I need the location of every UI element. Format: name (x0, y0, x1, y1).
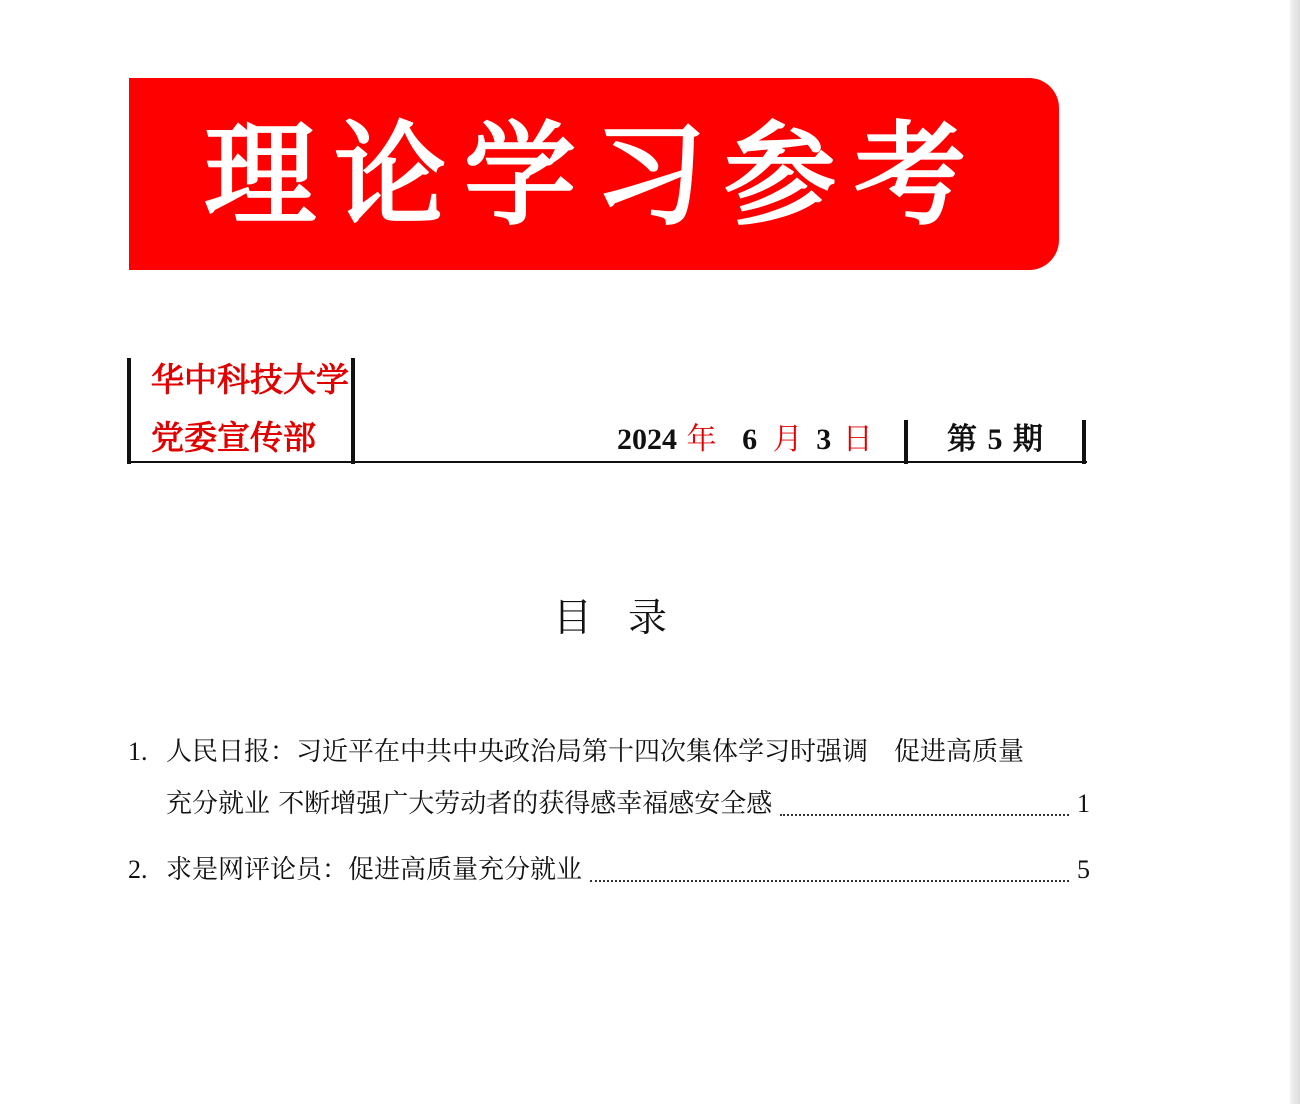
issue-suffix: 期 (1012, 422, 1043, 457)
publisher-block (127, 358, 355, 464)
toc-leader-dots (780, 813, 1069, 816)
date-year: 2024 (617, 423, 677, 456)
issue-prefix: 第 (947, 422, 977, 457)
publisher-university: 华中科技大学 (151, 360, 349, 399)
toc-heading: 目录 (553, 596, 704, 641)
masthead-banner (129, 78, 1059, 270)
date-day-unit: 日 (842, 422, 873, 457)
toc-entry-line (166, 732, 1090, 772)
date-month-unit: 月 (772, 422, 803, 457)
issue-date (617, 420, 873, 460)
page-edge (1290, 0, 1300, 1104)
date-month: 6 (742, 423, 758, 456)
toc-entry-2[interactable] (128, 850, 1090, 890)
toc-leader-dots (590, 879, 1069, 882)
issue-value: 5 (987, 423, 1003, 456)
masthead-title: 理论学习参考 (204, 110, 984, 241)
toc-entry-1[interactable] (128, 732, 1090, 822)
toc-entry-title: 求是网评论员：促进高质量充分就业 (166, 855, 583, 885)
toc-entry-number: 1. (128, 737, 148, 766)
toc-entry-title-continued: 充分就业 不断增强广大劳动者的获得感幸福感安全感 (166, 789, 773, 819)
toc-entry-line (166, 784, 1090, 824)
header-rule (127, 461, 1087, 463)
publisher-department: 党委宣传部 (151, 418, 316, 457)
toc-entry-number: 2. (128, 855, 148, 884)
issue-separator (1082, 420, 1086, 464)
toc-page-number: 5 (1077, 855, 1090, 884)
date-separator (904, 420, 908, 464)
toc-entry-line (166, 850, 1090, 890)
issue-number (947, 420, 1043, 460)
toc-entry-title: 人民日报：习近平在中共中央政治局第十四次集体学习时强调 促进高质量 (166, 737, 1025, 767)
toc-page-number: 1 (1077, 789, 1090, 818)
date-year-unit: 年 (686, 422, 717, 457)
date-day: 3 (816, 423, 832, 456)
